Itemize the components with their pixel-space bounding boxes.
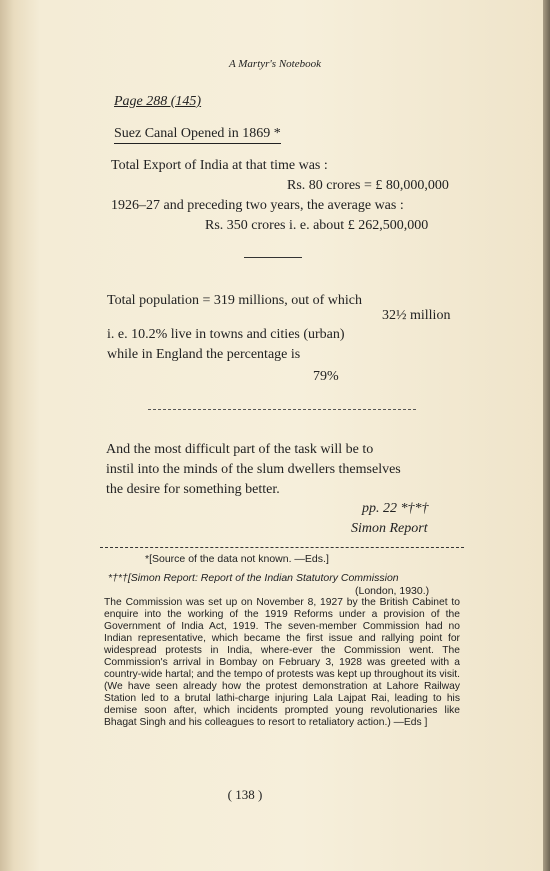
section-divider	[244, 257, 302, 258]
export-line-1: Total Export of India at that time was :	[111, 158, 328, 173]
footnote-simon-body: The Commission was set up on November 8, 1927 by the British Cabinet to enquire into the working of the 1919 Reforms under a provision of the Government of India Act, 1919. The seven-member Commission had no Indian representative, which became the first issue and rallying point for widespread protests in India, where-ever the Commission went. The Commission's arrival in Bombay on February 3, 1928 was greeted with a country-wide hartal; and the tempo of protests was kept up throughout its visit. (We have seen already how the protest demonstration at Lahore Railway Station led to a brutal lathi-charge injuring Lala Lajpat Rai, leading to his demise soon after, which incidents prompted young revolutionaries like Bhagat Singh and his colleagues to resort to retaliatory action.) —Eds ]	[104, 597, 461, 728]
section-heading: Suez Canal Opened in 1869 *	[114, 126, 281, 144]
population-line-2: 32½ million	[382, 308, 451, 323]
footnote-separator	[100, 547, 464, 548]
section-divider-dashed	[148, 409, 416, 410]
export-line-4: Rs. 350 crores i. e. about £ 262,500,000	[205, 218, 429, 233]
book-spine-edge	[543, 0, 550, 871]
footnote-simon-publication: (London, 1930.)	[355, 585, 430, 597]
export-line-2: Rs. 80 crores = £ 80,000,000	[287, 178, 449, 193]
footnote-source: *[Source of the data not known. —Eds.]	[145, 553, 329, 565]
running-head: A Martyr's Notebook	[229, 58, 321, 70]
population-line-5: 79%	[313, 369, 339, 384]
population-line-4: while in England the percentage is	[107, 347, 301, 362]
quote-source-pages: pp. 22 *†*†	[362, 501, 429, 516]
page-reference: Page 288 (145)	[114, 94, 202, 109]
export-line-3: 1926–27 and preceding two years, the average was :	[111, 198, 404, 213]
page-number: ( 138 )	[227, 787, 263, 802]
quote-source-report: Simon Report	[351, 521, 428, 536]
population-line-1: Total population = 319 millions, out of which	[107, 293, 363, 308]
quote-line-3: the desire for something better.	[106, 482, 280, 497]
population-line-3: i. e. 10.2% live in towns and cities (urban)	[107, 327, 345, 342]
quote-line-2: instil into the minds of the slum dwellers themselves	[106, 462, 401, 477]
quote-line-1: And the most difficult part of the task will be to	[106, 442, 374, 457]
footnote-simon-title: *†*†[Simon Report: Report of the Indian Statutory Commission	[108, 572, 399, 584]
